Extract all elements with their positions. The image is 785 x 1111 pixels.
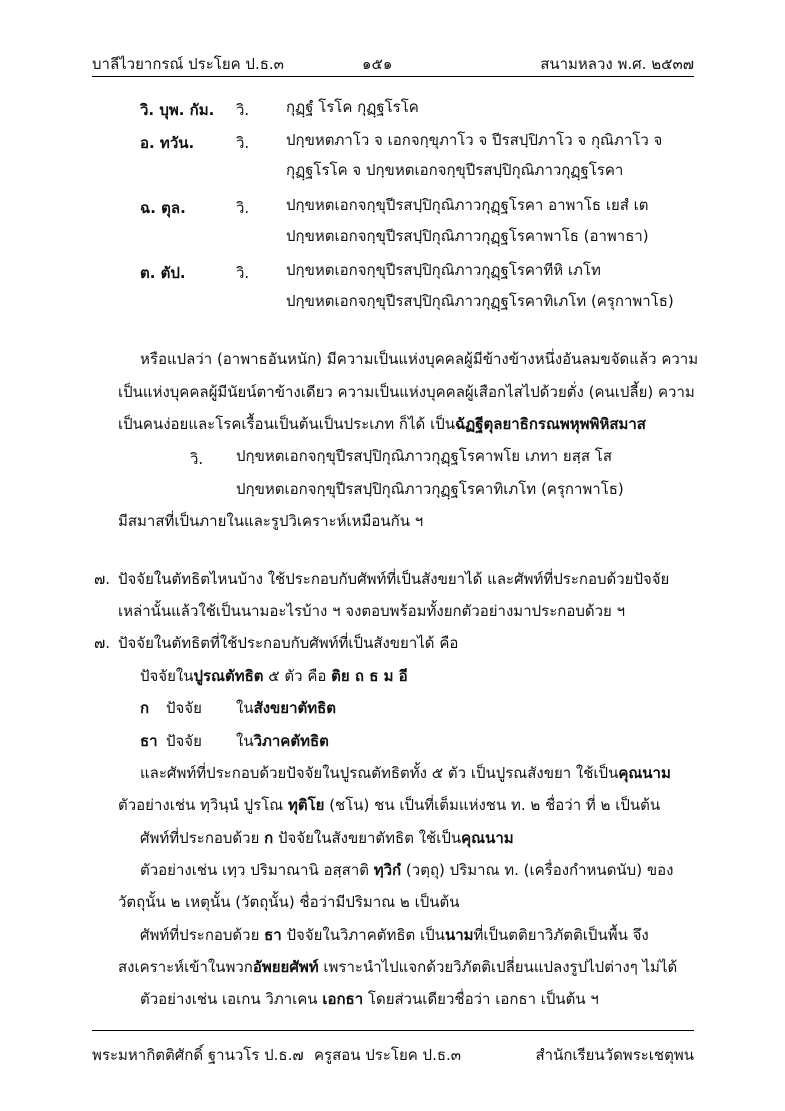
analysis-label: ฉ. ตุล. [140,199,186,217]
answer-text: ตัวอย่างเช่น เทฺว ปริมาณานิ อสฺสาติ [140,861,374,879]
answer-term: ทุติโย [287,796,325,814]
analysis-line: กุฏฺฐํ โรโค กุฏฺฐโรโค [286,98,419,116]
analysis-line: ปกฺขหตเอกจกฺขุปีรสปฺปิกุณิภาวกุฏฺฐโรคาทิเภโท (ครุกาพาโธ) [286,292,674,310]
answer-line [236,731,329,751]
footer-rule [92,1030,694,1031]
answer-text: ที่เป็นตติยาวิภัตติเป็นพื้น จึง [473,926,649,944]
answer-line [236,698,336,718]
paragraph-line: เป็นแห่งบุคคลผู้มีนัยน์ตาข้างเดียว ความเป็นแห่งบุคคลผู้เสือกไสไปด้วยตั่ง (คนเปลี้ย) ความ [118,383,695,401]
header-right: สนามหลวง พ.ศ. ๒๕๓๗ [540,55,694,73]
analysis-line: ปกฺขหตภาโว จ เอกจกฺขุภาโว จ ปีรสปฺปิภาโว จ กุณิภาโว จ [286,131,663,149]
question-line: ปัจจัยในตัทธิตไหนบ้าง ใช้ประกอบกับศัพท์ที่เป็นสังขยาได้ และศัพท์ที่ประกอบด้วยปัจจัย [118,570,670,588]
answer-term: ปูรณตัทธิต [193,667,264,685]
answer-text: (วตฺถุ) ปริมาณ ท. (เครื่องกำหนดนับ) ของ [401,861,674,879]
answer-line [118,957,677,977]
answer-term: วิภาคตัทธิต [253,732,329,750]
analysis-line: ปกฺขหตเอกจกฺขุปีรสปฺปิกุณิภาวกุฏฺฐโรคา อาพาโธ เยสํ เต [286,196,649,214]
footer-left: พระมหากิตติศักดิ์ ฐานวโร ป.ธ.๗ [92,1046,304,1064]
answer-line [118,795,660,815]
analysis-line: ปกฺขหตเอกจกฺขุปีรสปฺปิกุณิภาวกุฏฺฐโรคาพาโธ (อาพาธา) [286,227,649,245]
answer-text: (ชโน) ชน เป็นที่เต็มแห่งชน ท. ๒ ชื่อว่า ที่ ๒ เป็นต้น [324,796,661,814]
answer-term: อัพยยศัพท์ [252,958,319,976]
answer-text: ศัพท์ที่ประกอบด้วย [140,926,265,944]
answer-term: ติย ถ ธ ม อี [331,667,408,685]
answer-line [140,763,671,783]
paragraph-line: ปกฺขหตเอกจกฺขุปีรสปฺปิกุณิภาวกุฏฺฐโรคาทิเภโท (ครุกาพาโธ) [236,480,624,498]
paragraph-line [118,414,646,434]
paragraph-line: หรือแปลว่า (อาพาธอันหนัก) มีความเป็นแห่งบุคคลผู้มีข้างข้างหนึ่งอันลมขจัดแล้ว ความ [140,350,699,368]
answer-text: ใน [236,699,254,717]
answer-text: โดยส่วนเดียวชื่อว่า เอกธา เป็นต้น ฯ [363,990,599,1008]
answer-term: ทฺวิกํ [373,861,402,879]
answer-term: คุณนาม [461,829,514,847]
answer-text: ตัวอย่างเช่น เอเกน วิภาเคน [140,990,323,1008]
analysis-vi: วิ. [236,264,250,282]
suffix-name: ก [140,699,150,717]
question-number: ๗. [94,570,111,588]
answer-text: ใน [236,732,254,750]
analysis-label: อ. ทวัน. [140,134,195,152]
answer-line: ปัจจัยในตัทธิตที่ใช้ประกอบกับศัพท์ที่เป็นสังขยาได้ คือ [118,634,459,652]
answer-term: คุณนาม [618,764,671,782]
header-page-number: ๑๕๑ [362,55,393,73]
answer-text: ปัจจัยในวิภาคตัทธิต เป็น [281,926,445,944]
answer-text: ๕ ตัว คือ [263,667,332,685]
answer-term: สังขยาตัทธิต [253,699,337,717]
analysis-line: ปกฺขหตเอกจกฺขุปีรสปฺปิกุณิภาวกุฏฺฐโรคาทีหิ เภโท [286,261,601,279]
analysis-line: กุฏฺฐโรโค จ ปกฺขหตเอกจกฺขุปีรสปฺปิกุณิภาวกุฏฺฐโรคา [286,161,624,179]
answer-text: และศัพท์ที่ประกอบด้วยปัจจัยในปูรณตัทธิตทั้ง ๕ ตัว เป็นปูรณสังขยา ใช้เป็น [140,764,619,782]
footer-center: ครูสอน ประโยค ป.ธ.๓ [314,1046,462,1064]
question-line: เหล่านั้นแล้วใช้เป็นนามอะไรบ้าง ฯ จงตอบพร้อมทั้งยกตัวอย่างมาประกอบด้วย ฯ [118,602,626,620]
answer-text: ปัจจัย [166,732,202,750]
answer-text: ปัจจัยใน [140,667,194,685]
analysis-label: ต. ตัป. [140,264,186,282]
analysis-vi: วิ. [236,199,250,217]
answer-term: ก [264,829,274,847]
answer-number: ๗. [94,634,111,652]
answer-term: ธา [264,926,282,944]
answer-line [140,989,599,1009]
header-rule [92,76,694,77]
answer-text: เพราะนำไปแจกด้วยวิภัตติเปลี่ยนแปลงรูปไปต่างๆ ไม่ได้ [318,958,678,976]
answer-text: ปัจจัย [166,699,202,717]
suffix-name: ธา [140,732,158,750]
answer-text: ศัพท์ที่ประกอบด้วย [140,829,265,847]
answer-text: ตัวอย่างเช่น ทฺวินฺนํ ปูรโณ [118,796,288,814]
paragraph-text: เป็นคนง่อยและโรคเรื้อนเป็นต้นเป็นประเภท ก็ได้ เป็น [118,415,455,433]
paragraph-vi: วิ. [190,450,204,468]
samasa-term: ฉัฏฐีตุลยาธิกรณพหุพพิหิสมาส [454,415,646,433]
header-left: บาลีไวยากรณ์ ประโยค ป.ธ.๓ [92,55,284,73]
answer-line: วัตถุนั้น ๒ เหตุนั้น (วัตถุนั้น) ชื่อว่ามีปริมาณ ๒ เป็นต้น [118,893,460,911]
footer-right: สำนักเรียนวัดพระเชตุพน [535,1046,694,1064]
answer-line [140,860,673,880]
answer-term: นาม [444,926,474,944]
answer-text: สงเคราะห์เข้าในพวก [118,958,253,976]
answer-text: ปัจจัยในสังขยาตัทธิต ใช้เป็น [273,829,462,847]
paragraph-line: มีสมาสที่เป็นภายในและรูปวิเคราะห์เหมือนกัน ฯ [118,512,424,530]
analysis-vi: วิ. [236,134,250,152]
paragraph-line: ปกฺขหตเอกจกฺขุปีรสปฺปิกุณิภาวกุฏฺฐโรคาพโย เภทา ยสฺส โส [236,447,613,465]
analysis-label: วิ. บุพ. กัม. [140,101,215,119]
answer-line [140,666,408,686]
analysis-vi: วิ. [236,101,250,119]
answer-line [140,925,649,945]
answer-line [140,828,514,848]
answer-term: เอกธา [322,990,364,1008]
